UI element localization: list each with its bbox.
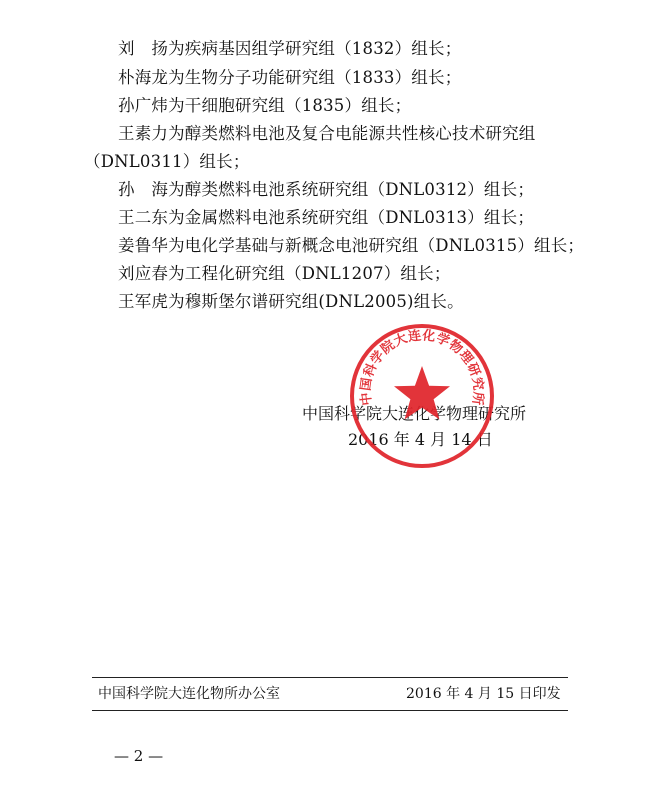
signature-org: 中国科学院大连化学物理研究所 (302, 404, 527, 423)
footer-rule-top (92, 677, 568, 678)
footer-rule-bottom (92, 710, 568, 711)
seal-text: 中国科学院大连化学物理研究所 (358, 328, 486, 407)
body-line: 刘应春为工程化研究组（DNL1207）组长； (118, 264, 451, 283)
official-seal (348, 322, 496, 470)
page-number: — 2 — (114, 747, 164, 765)
footer-issuer: 中国科学院大连化物所办公室 (98, 686, 280, 702)
body-line: 姜鲁华为电化学基础与新概念电池研究组（DNL0315）组长； (118, 236, 585, 255)
star-icon (394, 366, 450, 419)
body-line: 孙广炜为干细胞研究组（1835）组长； (118, 96, 412, 115)
body-line: 孙 海为醇类燃料电池系统研究组（DNL0312）组长； (118, 180, 535, 199)
signature-date: 2016 年 4 月 14 日 (348, 430, 493, 449)
footer-print-date: 2016 年 4 月 15 日印发 (406, 686, 561, 702)
body-line: 王素力为醇类燃料电池及复合电能源共性核心技术研究组 (118, 124, 536, 143)
body-line: 王军虎为穆斯堡尔谱研究组(DNL2005)组长。 (118, 292, 464, 311)
body-line: 朴海龙为生物分子功能研究组（1833）组长； (118, 68, 462, 87)
body-line: 刘 扬为疾病基因组学研究组（1832）组长； (118, 39, 462, 58)
body-line: （DNL0311）组长； (84, 152, 250, 171)
body-line: 王二东为金属燃料电池系统研究组（DNL0313）组长； (118, 208, 535, 227)
